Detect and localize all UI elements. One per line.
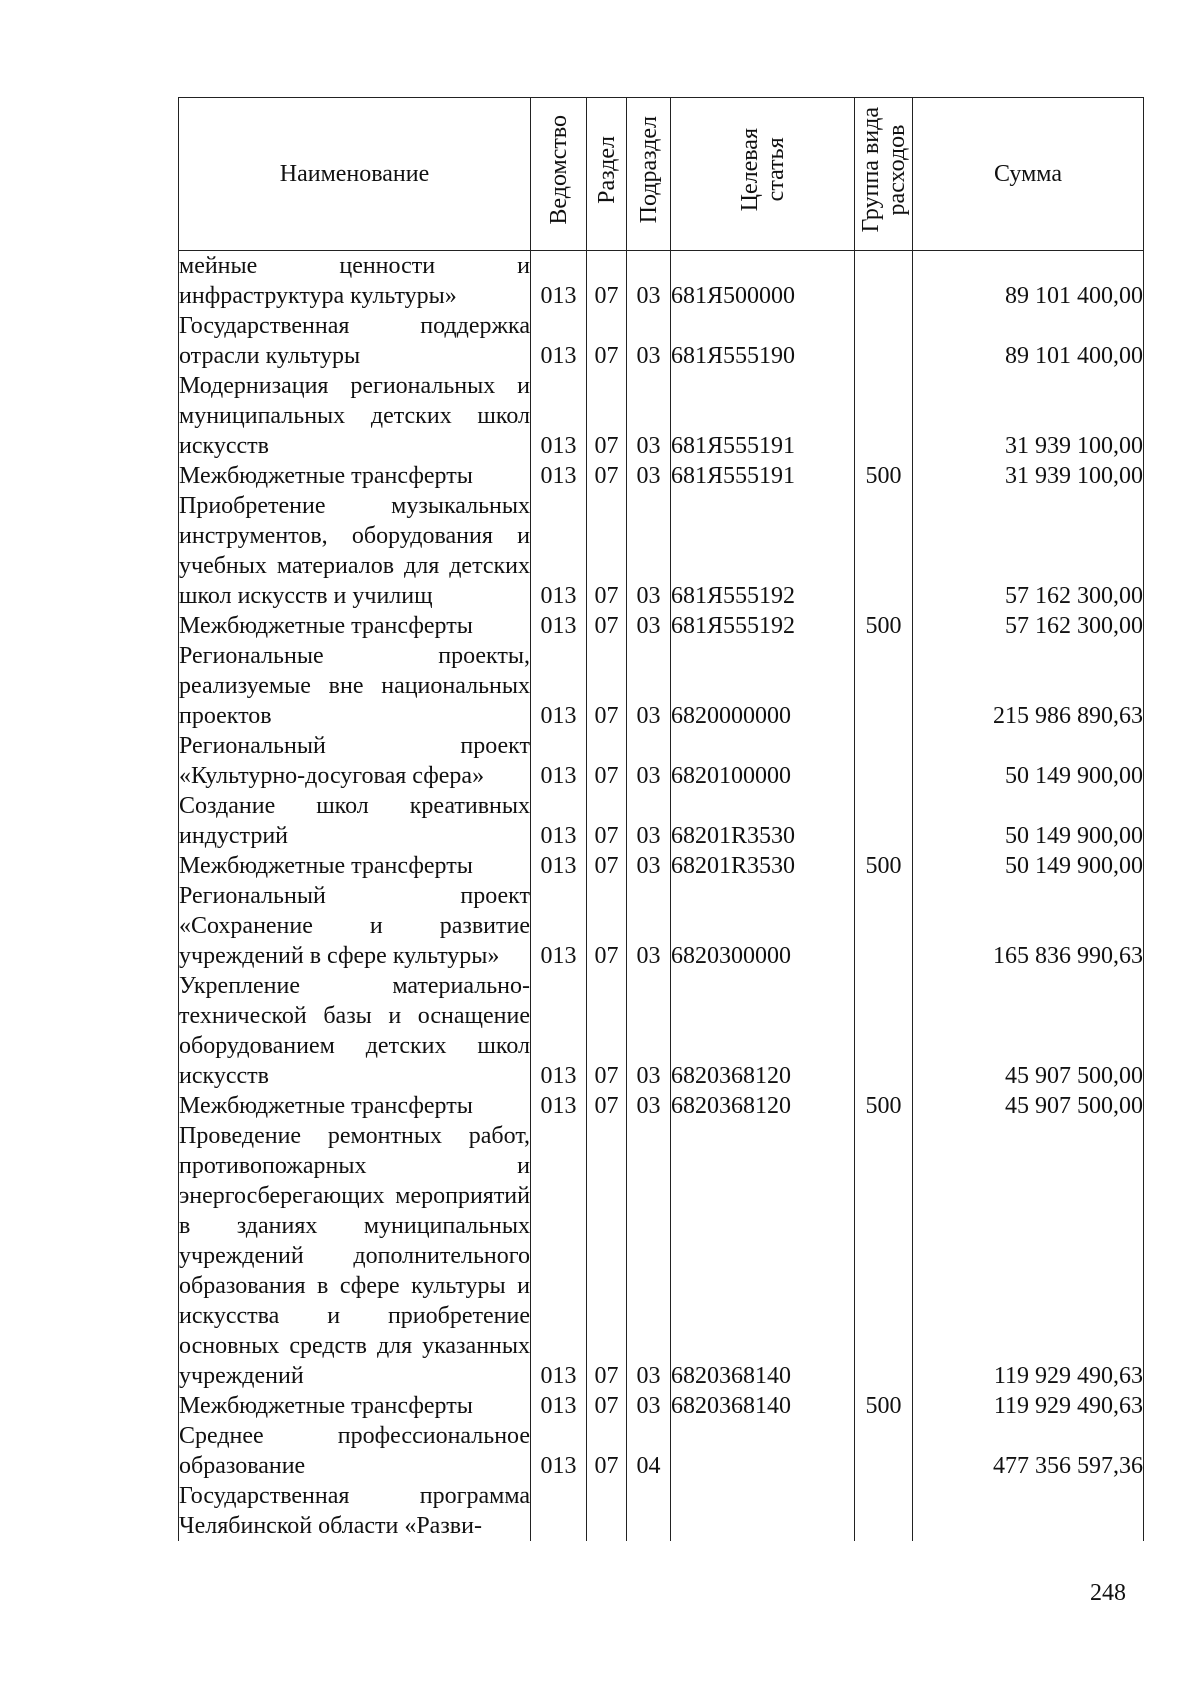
row-subsection: 03 — [627, 851, 671, 881]
row-department: 013 — [531, 491, 587, 611]
row-subsection: 03 — [627, 971, 671, 1091]
row-subsection: 03 — [627, 311, 671, 371]
row-name: Проведение ремонтных работ, противопожарных и энергосберегающих мероприятий в зданиях муниципальных учреждений дополнительного образования в сфере культуры и искусства и приобретение основных средств для указанных учреждений — [179, 1123, 530, 1389]
row-target-article: 681Я500000 — [671, 251, 855, 312]
row-department: 013 — [531, 1391, 587, 1421]
header-subsection: Подраздел — [627, 98, 671, 251]
row-name: Создание школ креативных индустрий — [179, 793, 530, 849]
row-target-article — [671, 1421, 855, 1481]
row-sum: 50 149 900,00 — [913, 731, 1144, 791]
row-target-article — [671, 1481, 855, 1541]
row-subsection: 03 — [627, 371, 671, 461]
row-sum: 31 939 100,00 — [913, 371, 1144, 461]
row-target-article: 6820368120 — [671, 1091, 855, 1121]
row-expense-group: 500 — [855, 611, 913, 641]
row-name: Государственная поддержка отрасли культуры — [179, 313, 530, 369]
row-name: Межбюджетные трансферты — [179, 851, 531, 881]
row-name: Среднее профессиональное образование — [179, 1423, 530, 1479]
row-section: 07 — [587, 641, 627, 731]
row-expense-group — [855, 491, 913, 611]
row-name: Межбюджетные трансферты — [179, 1091, 531, 1121]
row-department: 013 — [531, 1421, 587, 1481]
header-expense-group: Группа вида расходов — [855, 98, 913, 251]
row-section — [587, 1481, 627, 1541]
row-name: Региональный проект «Сохранение и развитие учреждений в сфере культуры» — [179, 883, 530, 969]
table-row — [179, 731, 1144, 791]
row-sum: 57 162 300,00 — [913, 611, 1144, 641]
row-department: 013 — [531, 611, 587, 641]
table-row — [179, 491, 1144, 611]
row-subsection: 03 — [627, 1121, 671, 1391]
row-name: Межбюджетные трансферты — [179, 1391, 531, 1421]
row-name: Межбюджетные трансферты — [179, 611, 531, 641]
table-row — [179, 641, 1144, 731]
row-subsection: 04 — [627, 1421, 671, 1481]
row-sum: 119 929 490,63 — [913, 1391, 1144, 1421]
row-department: 013 — [531, 461, 587, 491]
table-row — [179, 1391, 1144, 1421]
row-expense-group — [855, 641, 913, 731]
row-department: 013 — [531, 791, 587, 851]
header-sum: Сумма — [913, 98, 1144, 251]
row-department — [531, 1481, 587, 1541]
row-expense-group — [855, 1121, 913, 1391]
row-subsection: 03 — [627, 1091, 671, 1121]
row-name: Региональные проекты, реализуемые вне национальных проектов — [179, 643, 530, 729]
row-target-article: 68201R3530 — [671, 791, 855, 851]
row-target-article: 68201R3530 — [671, 851, 855, 881]
header-department: Ведомство — [531, 98, 587, 251]
table-row — [179, 851, 1144, 881]
row-target-article: 681Я555192 — [671, 491, 855, 611]
table-row — [179, 791, 1144, 851]
row-section: 07 — [587, 791, 627, 851]
row-target-article: 6820000000 — [671, 641, 855, 731]
row-name: Приобретение музыкальных инструментов, оборудования и учебных материалов для детских школ искусств и училищ — [179, 493, 530, 609]
row-sum: 119 929 490,63 — [913, 1121, 1144, 1391]
row-department: 013 — [531, 251, 587, 312]
row-sum: 477 356 597,36 — [913, 1421, 1144, 1481]
row-name: Региональный проект «Культурно-досуговая сфера» — [179, 733, 530, 789]
header-section: Раздел — [587, 98, 627, 251]
row-sum: 57 162 300,00 — [913, 491, 1144, 611]
row-expense-group — [855, 311, 913, 371]
row-section: 07 — [587, 611, 627, 641]
row-subsection: 03 — [627, 791, 671, 851]
row-expense-group: 500 — [855, 1091, 913, 1121]
row-target-article: 6820100000 — [671, 731, 855, 791]
table-row — [179, 1421, 1144, 1481]
page-number: 248 — [1090, 1580, 1126, 1606]
row-section: 07 — [587, 1391, 627, 1421]
row-subsection: 03 — [627, 641, 671, 731]
row-section: 07 — [587, 881, 627, 971]
row-sum — [913, 1481, 1144, 1541]
row-sum: 215 986 890,63 — [913, 641, 1144, 731]
table-row — [179, 311, 1144, 371]
row-section: 07 — [587, 311, 627, 371]
row-target-article: 6820300000 — [671, 881, 855, 971]
row-expense-group — [855, 1421, 913, 1481]
row-expense-group — [855, 881, 913, 971]
header-target-article: Целевая статья — [671, 98, 855, 251]
row-name: Межбюджетные трансферты — [179, 461, 531, 491]
row-section: 07 — [587, 1091, 627, 1121]
row-sum: 89 101 400,00 — [913, 251, 1144, 312]
row-target-article: 681Я555192 — [671, 611, 855, 641]
row-sum: 50 149 900,00 — [913, 791, 1144, 851]
row-name: Государственная программа Челябинской области «Разви- — [179, 1483, 530, 1539]
row-department: 013 — [531, 641, 587, 731]
row-target-article: 681Я555190 — [671, 311, 855, 371]
row-name: Укрепление материально-технической базы и оснащение оборудованием детских школ искусств — [179, 973, 530, 1089]
row-department: 013 — [531, 731, 587, 791]
table-row — [179, 971, 1144, 1091]
row-subsection: 03 — [627, 1391, 671, 1421]
table-row — [179, 611, 1144, 641]
row-expense-group: 500 — [855, 1391, 913, 1421]
row-target-article: 681Я555191 — [671, 371, 855, 461]
budget-table — [178, 97, 1144, 1541]
row-name: мейные ценности и инфраструктура культуры» — [179, 251, 531, 312]
row-department: 013 — [531, 371, 587, 461]
table-row — [179, 461, 1144, 491]
row-sum: 45 907 500,00 — [913, 971, 1144, 1091]
row-subsection: 03 — [627, 461, 671, 491]
row-section: 07 — [587, 491, 627, 611]
row-expense-group — [855, 791, 913, 851]
table-header — [179, 98, 1144, 251]
row-section: 07 — [587, 461, 627, 491]
row-section: 07 — [587, 851, 627, 881]
table-row — [179, 1091, 1144, 1121]
row-department: 013 — [531, 971, 587, 1091]
row-department: 013 — [531, 881, 587, 971]
row-expense-group — [855, 371, 913, 461]
row-expense-group: 500 — [855, 461, 913, 491]
row-target-article: 681Я555191 — [671, 461, 855, 491]
row-sum: 50 149 900,00 — [913, 851, 1144, 881]
table-row — [179, 251, 1144, 312]
row-sum: 165 836 990,63 — [913, 881, 1144, 971]
row-section: 07 — [587, 251, 627, 312]
row-subsection: 03 — [627, 491, 671, 611]
row-name: Модернизация региональных и муниципальных детских школ искусств — [179, 373, 530, 459]
row-subsection: 03 — [627, 731, 671, 791]
row-subsection: 03 — [627, 251, 671, 312]
row-sum: 89 101 400,00 — [913, 311, 1144, 371]
row-section: 07 — [587, 971, 627, 1091]
row-subsection — [627, 1481, 671, 1541]
row-section: 07 — [587, 371, 627, 461]
row-target-article: 6820368140 — [671, 1391, 855, 1421]
row-department: 013 — [531, 1091, 587, 1121]
row-expense-group — [855, 251, 913, 312]
row-department: 013 — [531, 851, 587, 881]
row-expense-group — [855, 971, 913, 1091]
row-section: 07 — [587, 1121, 627, 1391]
row-expense-group: 500 — [855, 851, 913, 881]
row-expense-group — [855, 731, 913, 791]
header-name: Наименование — [179, 98, 531, 251]
row-sum: 31 939 100,00 — [913, 461, 1144, 491]
row-target-article: 6820368140 — [671, 1121, 855, 1391]
table-body — [179, 251, 1144, 1542]
row-department: 013 — [531, 311, 587, 371]
row-sum: 45 907 500,00 — [913, 1091, 1144, 1121]
table-row — [179, 371, 1144, 461]
table-row — [179, 1481, 1144, 1541]
row-target-article: 6820368120 — [671, 971, 855, 1091]
row-section: 07 — [587, 731, 627, 791]
row-expense-group — [855, 1481, 913, 1541]
table-row — [179, 881, 1144, 971]
row-section: 07 — [587, 1421, 627, 1481]
row-department: 013 — [531, 1121, 587, 1391]
table-row — [179, 1121, 1144, 1391]
row-subsection: 03 — [627, 611, 671, 641]
row-subsection: 03 — [627, 881, 671, 971]
